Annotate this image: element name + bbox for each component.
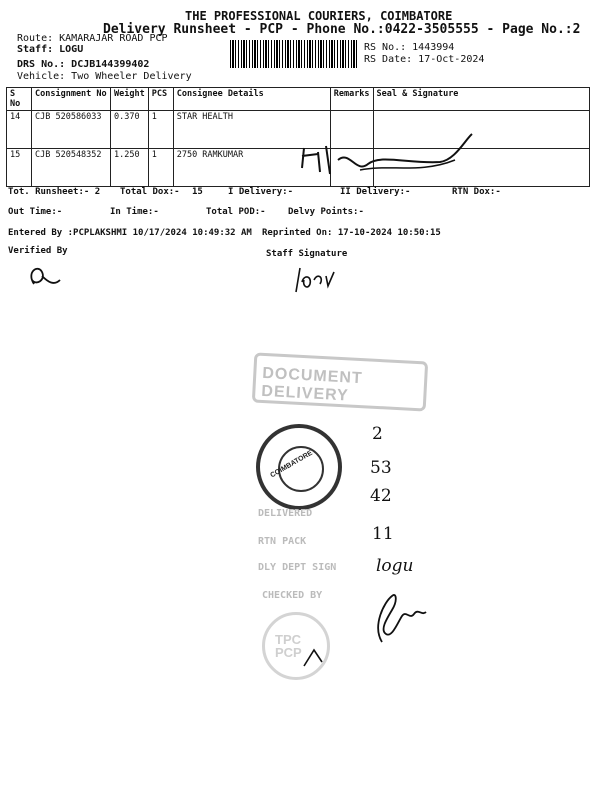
cell-consignee: 2750 RAMKUMAR <box>173 149 330 187</box>
verified-signature <box>24 262 64 290</box>
total-dox-value: 15 <box>192 187 203 197</box>
staff-signature-label: Staff Signature <box>266 249 348 259</box>
delvy-points: Delvy Points:- <box>288 207 364 217</box>
route-label: Route: KAMARAJAR ROAD PCP <box>17 33 168 44</box>
cell-consignment: CJB 520586033 <box>32 111 111 149</box>
in-time: In Time:- <box>110 207 159 217</box>
rtn-dox: RTN Dox:- <box>452 187 501 197</box>
total-dox-label: Total Dox:- <box>120 187 180 197</box>
staff-label: Staff: LOGU <box>17 44 84 55</box>
rs-date: RS Date: 17-Oct-2024 <box>364 54 485 65</box>
barcode <box>230 40 358 68</box>
faint-stamp-label: CHECKED BY <box>262 590 323 601</box>
col-weight: Weight <box>111 88 149 111</box>
verified-by-label: Verified By <box>8 246 68 256</box>
i-delivery: I Delivery:- <box>228 187 294 197</box>
company-name: THE PROFESSIONAL COURIERS, COIMBATORE <box>185 9 453 23</box>
faint-stamp-label: DELIVERED <box>258 508 313 519</box>
col-consignee: Consignee Details <box>173 88 330 111</box>
cell-weight: 1.250 <box>111 149 149 187</box>
handwritten-value: 42 <box>370 486 392 506</box>
staff-signature <box>290 262 350 296</box>
table-header-row <box>7 88 590 111</box>
handwritten-value: 53 <box>370 458 392 478</box>
document-delivery-stamp: DOCUMENT DELIVERY <box>252 352 428 411</box>
col-remarks: Remarks <box>330 88 373 111</box>
col-sno: S No <box>7 88 32 111</box>
vehicle-label: Vehicle: Two Wheeler Delivery <box>17 71 192 82</box>
cell-sno: 14 <box>7 111 32 149</box>
ii-delivery: II Delivery:- <box>340 187 411 197</box>
company-seal: COIMBATORE <box>256 424 342 510</box>
handwritten-value: 11 <box>372 524 394 544</box>
faint-stamp-label: DLY DEPT SIGN <box>258 562 337 573</box>
cell-pcs: 1 <box>148 111 173 149</box>
col-pcs: PCS <box>148 88 173 111</box>
entered-by: Entered By :PCPLAKSHMI 10/17/2024 10:49:32 AM <box>8 228 252 238</box>
faint-stamp-label: RTN PACK <box>258 536 307 547</box>
tot-runsheet: Tot. Runsheet:- 2 <box>8 187 101 197</box>
col-consignment: Consignment No <box>32 88 111 111</box>
cell-consignee: STAR HEALTH <box>173 111 330 149</box>
handwritten-value: 2 <box>372 424 383 444</box>
reprinted-on: Reprinted On: 17-10-2024 10:50:15 <box>262 228 441 238</box>
tpc-pcp-stamp: TPC PCP <box>262 612 330 680</box>
cell-consignment: CJB 520548352 <box>32 149 111 187</box>
col-seal-signature: Seal & Signature <box>373 88 589 111</box>
runsheet-title: Delivery Runsheet - PCP - Phone No.:0422-3505555 - Page No.:2 <box>103 22 581 37</box>
checker-signature <box>362 586 432 646</box>
handwritten-value: logu <box>376 556 414 576</box>
rs-no: RS No.: 1443994 <box>364 42 455 53</box>
consignee-signature <box>290 130 490 190</box>
drs-no: DRS No.: DCJB144399402 <box>17 59 150 70</box>
cell-sno: 15 <box>7 149 32 187</box>
out-time: Out Time:- <box>8 207 63 217</box>
ghost-stamp-mark <box>300 640 330 670</box>
total-pod: Total POD:- <box>206 207 266 217</box>
cell-pcs: 1 <box>148 149 173 187</box>
cell-weight: 0.370 <box>111 111 149 149</box>
